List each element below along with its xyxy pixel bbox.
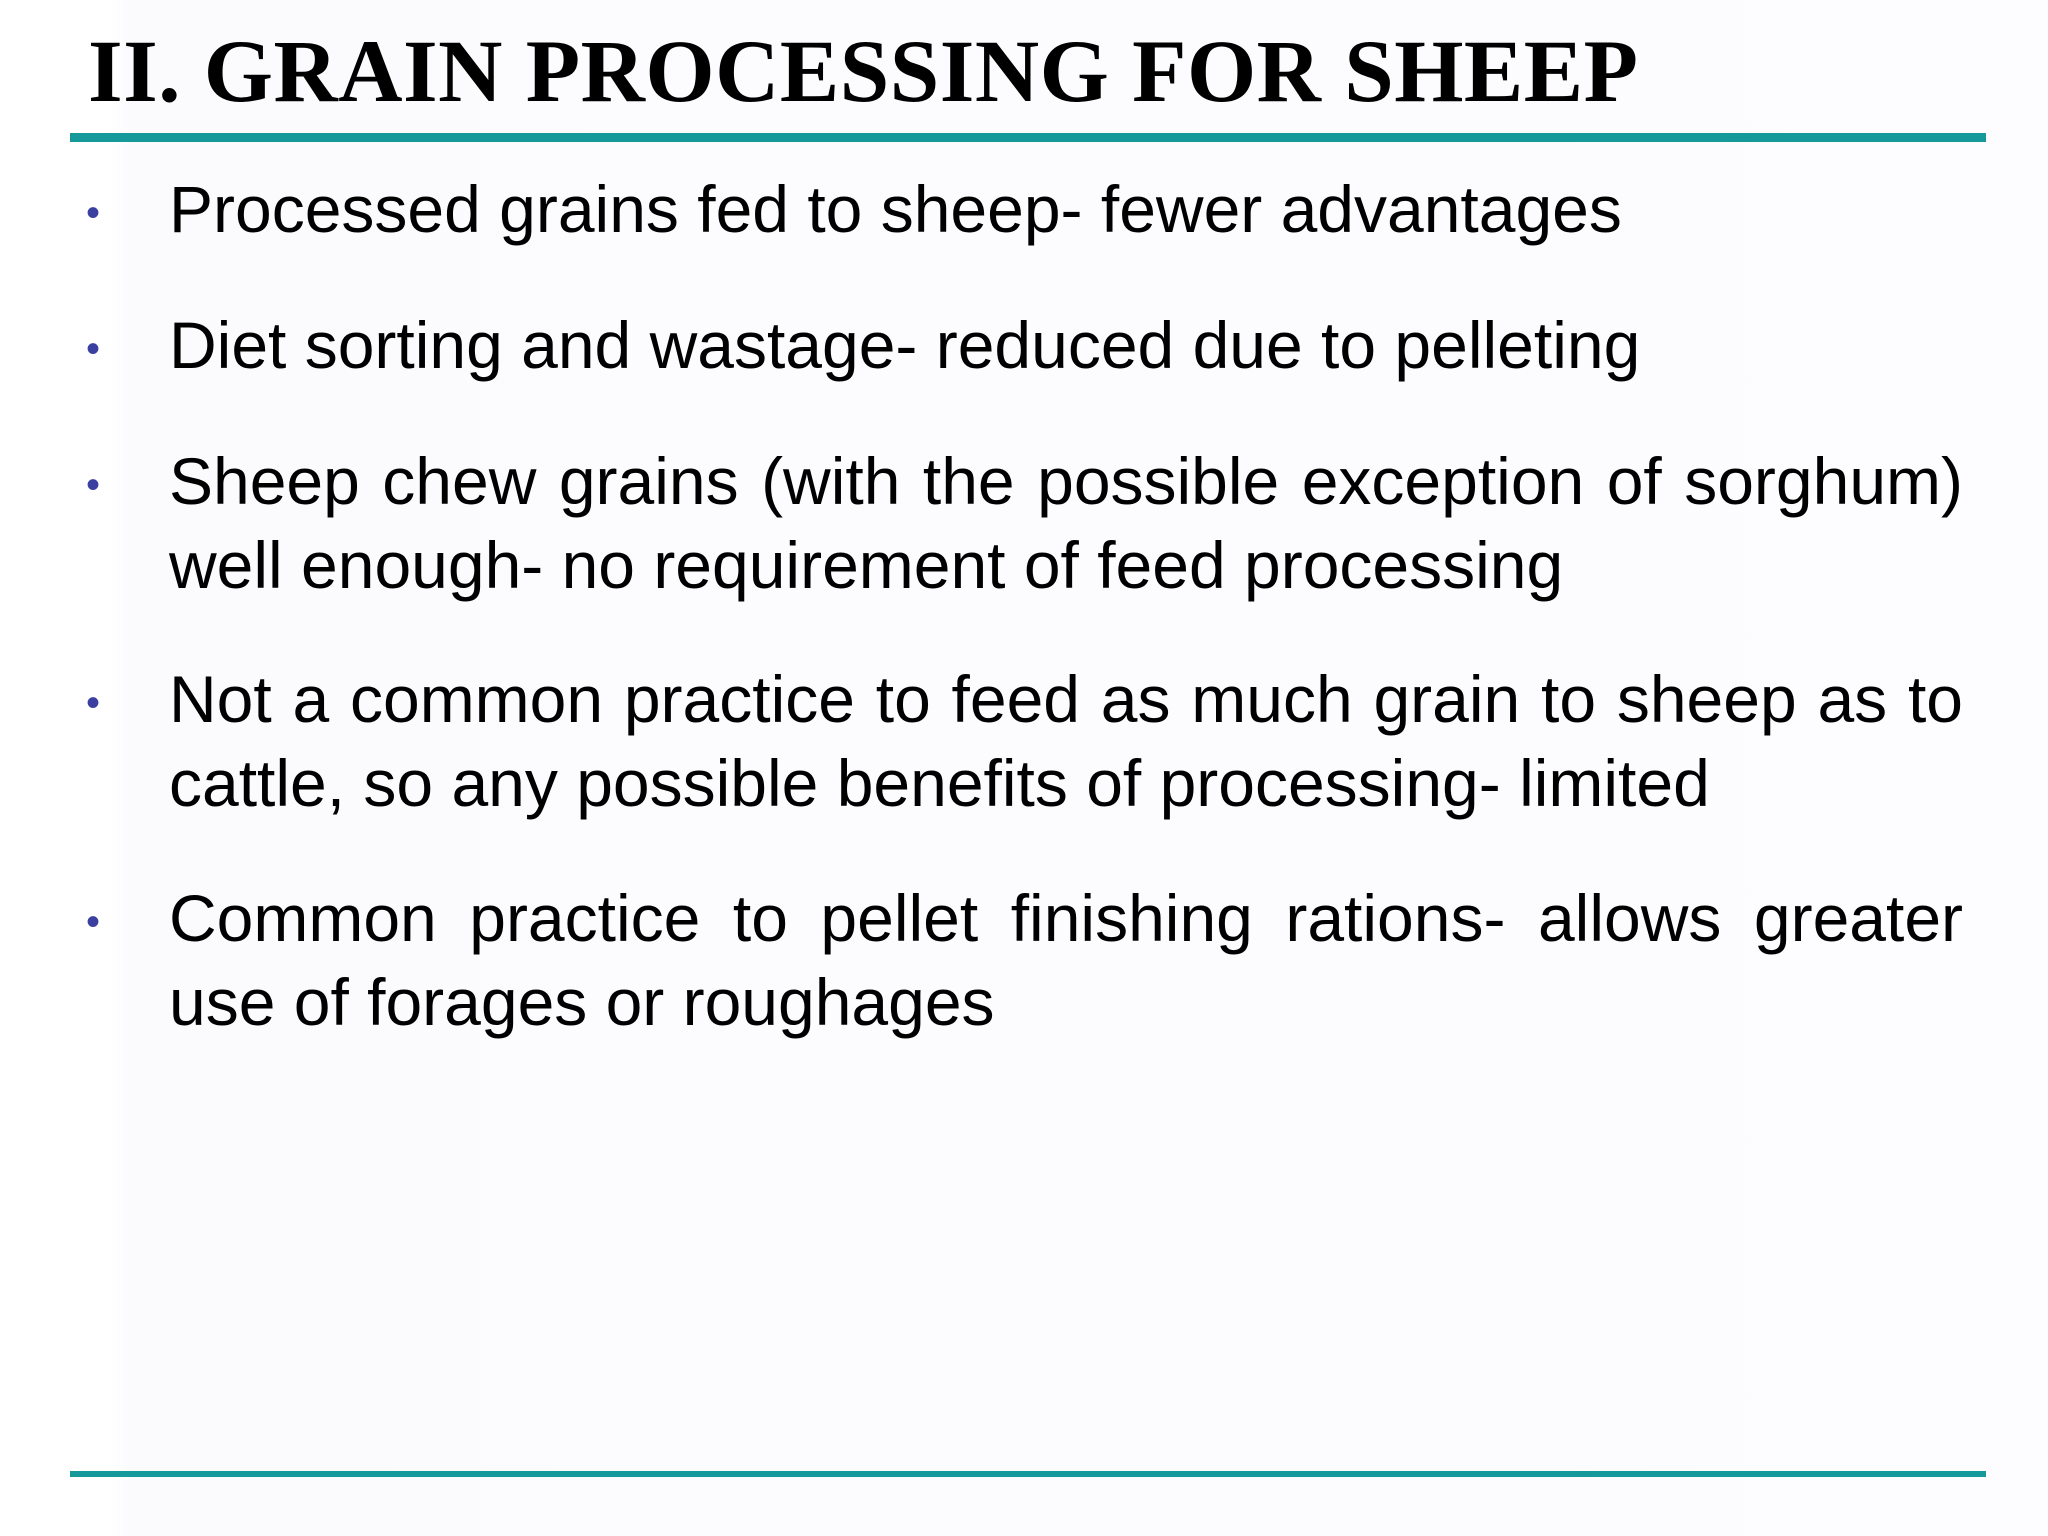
bullet-text: Processed grains fed to sheep- fewer advantages (169, 172, 1622, 246)
footer-divider (70, 1471, 1986, 1477)
bullet-icon: • (86, 327, 101, 371)
bullet-icon: • (86, 900, 101, 944)
bullet-icon: • (86, 681, 101, 725)
bullet-text: Not a common practice to feed as much grain to sheep as to cattle, so any possible benefits of processing- limited (169, 662, 1963, 820)
bullet-text: Sheep chew grains (with the possible exception of sorghum) well enough- no requirement of feed processing (169, 444, 1963, 602)
bullet-text: Diet sorting and wastage- reduced due to pelleting (169, 308, 1641, 382)
bullet-icon: • (86, 191, 101, 235)
slide-title: II. GRAIN PROCESSING FOR SHEEP (88, 23, 1639, 121)
bullet-icon: • (86, 463, 101, 507)
bullet-text: Common practice to pellet finishing rations- allows greater use of forages or roughages (169, 881, 1963, 1039)
